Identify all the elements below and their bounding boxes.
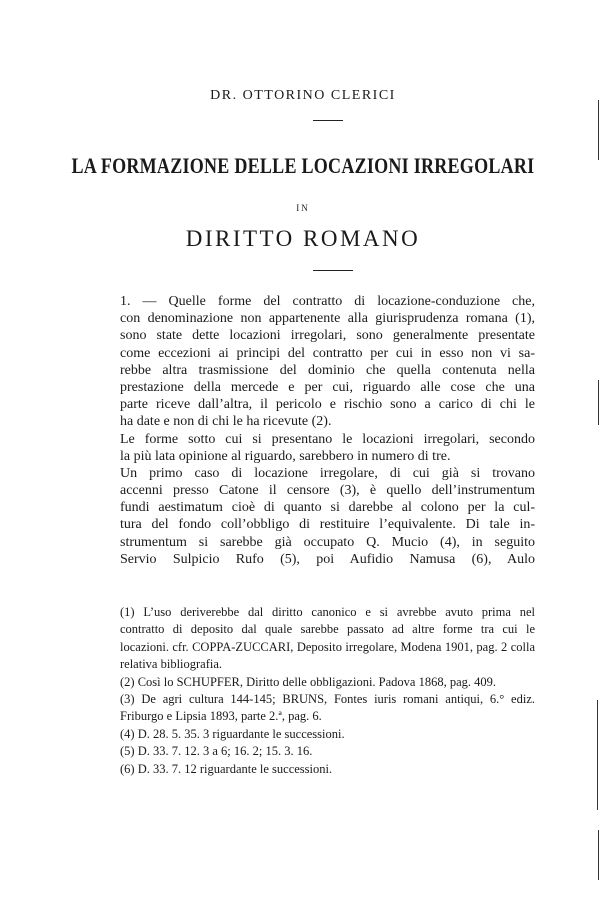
body-text (120, 293, 535, 568)
body-line: Un primo caso di locazione irregolare, di cui già si trovano (120, 465, 535, 481)
body-line: parte riceve dall’altra, il pericolo e rischio sono a carico di chi le (120, 397, 535, 413)
body-line: ha date e non di chi le ha ricevute (2). (120, 414, 332, 430)
body-line: Servio Sulpicio Rufo (5), poi Aufidio Namusa (6), Aulo (120, 551, 535, 567)
body-line: accenni presso Catone il censore (3), è quello dell’instrumentum (120, 483, 535, 499)
body-line: strumentum si sarebbe già occupato Q. Mucio (4), in seguito (120, 534, 535, 550)
body-line: sono state dette locazioni irregolari, sono generalmente presentate (120, 328, 535, 344)
footnote-line: contratto di deposito dal quale sarebbe passato ad altre forme tra cui le (120, 622, 535, 637)
footnote-line: (5) D. 33. 7. 12. 3 a 6; 16. 2; 15. 3. 16. (120, 744, 313, 759)
body-line: Le forme sotto cui si presentano le locazioni irregolari, secondo (120, 431, 535, 447)
footnote-line: (2) Così lo SCHUPFER, Diritto delle obbligazioni. Padova 1868, pag. 409. (120, 674, 497, 689)
footnote-line: (4) D. 28. 5. 35. 3 riguardante le successioni. (120, 726, 345, 741)
body-line: 1. — Quelle forme del contratto di locazione-conduzione che, (120, 294, 535, 309)
footnote-line: relativa bibliografia. (120, 657, 223, 672)
body-line: prestazione della mercede e per cui, riguardo alle cose che una (120, 379, 535, 395)
footnote-line: (1) L’uso deriverebbe dal diritto canonico e si avrebbe avuto prima nel (120, 605, 535, 619)
article-title: LA FORMAZIONE DELLE LOCAZIONI IRREGOLARI (71, 153, 535, 178)
scan-margin-mark (597, 700, 598, 810)
scan-margin-mark (598, 830, 599, 880)
body-line: la più lata opinione al riguardo, sarebbero in numero di tre. (120, 448, 451, 464)
article-subtitle: DIRITTO ROMANO (185, 226, 421, 251)
scan-margin-mark (598, 100, 599, 160)
body-line: fundi aestimatum cioè di quanto si darebbe al colono per la cul- (120, 500, 535, 516)
footnotes (120, 604, 535, 778)
body-line: con denominazione non appartenente alla giurisprudenza romana (1), (120, 311, 535, 327)
title-connector: IN (296, 203, 310, 213)
body-line: tura del fondo coll’obbligo di restituire l’equivalente. Di tale in- (120, 517, 535, 533)
header-divider (313, 120, 343, 121)
footnote-line: (6) D. 33. 7. 12 riguardante le successioni. (120, 761, 333, 776)
scan-margin-mark (598, 380, 599, 425)
footnote-line: Friburgo e Lipsia 1893, parte 2.ª, pag. 6. (120, 709, 322, 724)
author-line: DR. OTTORINO CLERICI (210, 88, 396, 103)
body-line: rebbe altra trasmissione del dominio che quella contenuta nella (120, 362, 535, 378)
footnote-line: locazioni. cfr. COPPA-ZUCCARI, Deposito irregolare, Modena 1901, pag. 2 colla (120, 639, 535, 654)
title-divider (313, 270, 353, 271)
footnote-line: (3) De agri cultura 144-145; BRUNS, Fontes iuris romani antiqui, 6.° ediz. (120, 691, 535, 706)
body-line: come eccezioni ai principi del contratto per cui in esso non vi sa- (120, 345, 535, 361)
